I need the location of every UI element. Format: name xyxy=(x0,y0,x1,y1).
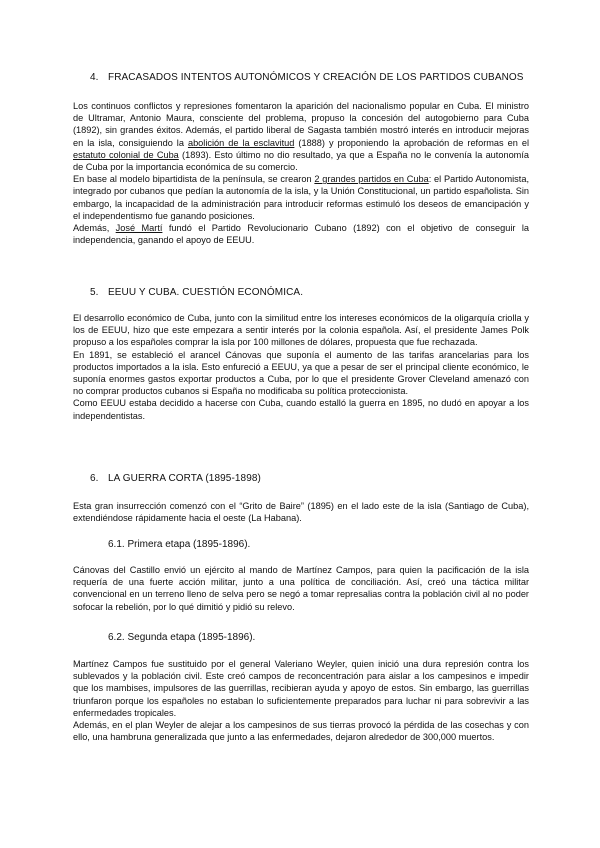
subsection-6-2-body xyxy=(73,658,529,743)
section-5-paragraph-2: En 1891, se estableció el arancel Cánovas que suponía el aumento de las tarifas arancelarias para los productos importados a la isla. Esto enfureció a EEUU, ya que a pesar de ser el principal cliente económico, le suponía enormes gastos exportar productos a Cuba, por lo que el presidente Grover Cleveland amenazó con no comprar productos cubanos si España no modificaba su política proteccionista. xyxy=(73,349,529,397)
section-4-title: FRACASADOS INTENTOS AUTONÓMICOS Y CREACIÓN DE LOS PARTIDOS CUBANOS xyxy=(108,72,524,83)
section-4-paragraph-2: En base al modelo bipartidista de la península, se crearon 2 grandes partidos en Cuba: el Partido Autonomista, integrado por cubanos que pedían la autonomía de la isla, y la Unión Constitucional, un partido españolista. Sin embargo, la incapacidad de la administración para introducir reformas estimuló los deseos de emancipación y el independentismo fue ganando posiciones. xyxy=(73,174,529,221)
link-partidos-cuba[interactable]: 2 grandes partidos en Cuba xyxy=(314,174,429,185)
section-5-paragraph-3: Como EEUU estaba decidido a hacerse con Cuba, cuando estalló la guerra en 1895, no dudó en apoyar a los independentistas. xyxy=(73,398,529,421)
section-4-paragraph-1: Los continuos conflictos y represiones fomentaron la aparición del nacionalismo popular en Cuba. El ministro de Ultramar, Antonio Maura, consciente del problema, propuso la concesión del autogobierno para Cuba (1892), sin grandes éxitos. Además, el partido liberal de Sagasta también mostró interés en introducir mejoras en la isla, consiguiendo la abolición de la esclavitud (1888) y proponiendo la aprobación de reformas en el estatuto colonial de Cuba (1893). Esto último no dio resultado, ya que a España no le convenía la autonomía de Cuba por la importancia económica de su comercio. xyxy=(73,101,529,173)
section-5-paragraph-1: El desarrollo económico de Cuba, junto con la similitud entre los intereses económicos de la oligarquía criolla y los de EEUU, hizo que este empezara a sentir interés por la colonia española. Así, el presidente James Polk propuso a los españoles comprar la isla por 100 millones de dólares, propuesta que fue rechazada. xyxy=(73,313,529,348)
section-5-body xyxy=(73,312,529,422)
subsection-6-1-body xyxy=(73,564,529,613)
section-6-intro xyxy=(73,500,529,524)
section-4-number: 4. xyxy=(90,72,99,83)
link-abolicion-esclavitud[interactable]: abolición de la esclavitud xyxy=(187,137,295,148)
link-jose-marti[interactable]: José Martí xyxy=(115,223,163,234)
subsection-6-2-heading: 6.2. Segunda etapa (1895-1896). xyxy=(108,632,256,643)
link-estatuto-colonial[interactable]: estatuto colonial de Cuba xyxy=(73,149,179,160)
section-5-title: EEUU Y CUBA. CUESTIÓN ECONÓMICA. xyxy=(108,287,304,298)
section-6-number: 6. xyxy=(90,473,99,484)
section-6-paragraph-3: Martínez Campos fue sustituido por el general Valeriano Weyler, quien inició una dura represión contra los sublevados y la población civil. Este creó campos de reconcentración para aislar a los campesinos e impedir que los mambises, impulsores de las guerrillas, recibieran ayuda y apoyo de estos. Sin embargo, las guerrillas triunfaron porque los españoles no estaban lo suficientemente preparados para luchar ni para sobrevivir a las enfermedades tropicales. xyxy=(73,659,529,718)
section-5-number: 5. xyxy=(90,287,99,298)
section-6-paragraph-1: Esta gran insurrección comenzó con el “Grito de Baire” (1895) en el lado este de la isla (Santiago de Cuba), extendiéndose rápidamente hacia el oeste (La Habana). xyxy=(73,501,529,524)
section-6-title: LA GUERRA CORTA (1895-1898) xyxy=(108,473,261,484)
section-6-paragraph-4: Además, en el plan Weyler de alejar a los campesinos de sus tierras provocó la pérdida de las cosechas y con ello, una hambruna generalizada que junto a las enfermedades, dejaron alrededor de 300,000 muertos. xyxy=(73,720,529,743)
subsection-6-1-heading: 6.1. Primera etapa (1895-1896). xyxy=(108,539,251,550)
section-6-paragraph-2: Cánovas del Castillo envió un ejército al mando de Martínez Campos, para quien la pacificación de la isla requería de una fuerte acción militar, junto a una política de conciliación. Así, creó una táctica militar convencional en un terreno lleno de selva pero se negó a tomar represalias contra la población civil al no poder sofocar la rebelión, por lo qué dimitió y pidió su relevo. xyxy=(73,565,529,612)
section-6-heading xyxy=(90,473,261,484)
section-4-body xyxy=(73,100,529,246)
section-4-paragraph-3: Además, José Martí fundó el Partido Revolucionario Cubano (1892) con el objetivo de conseguir la independencia, ganando el apoyo de EEUU. xyxy=(73,223,529,246)
section-5-heading xyxy=(90,287,303,298)
section-4-heading xyxy=(90,72,524,83)
